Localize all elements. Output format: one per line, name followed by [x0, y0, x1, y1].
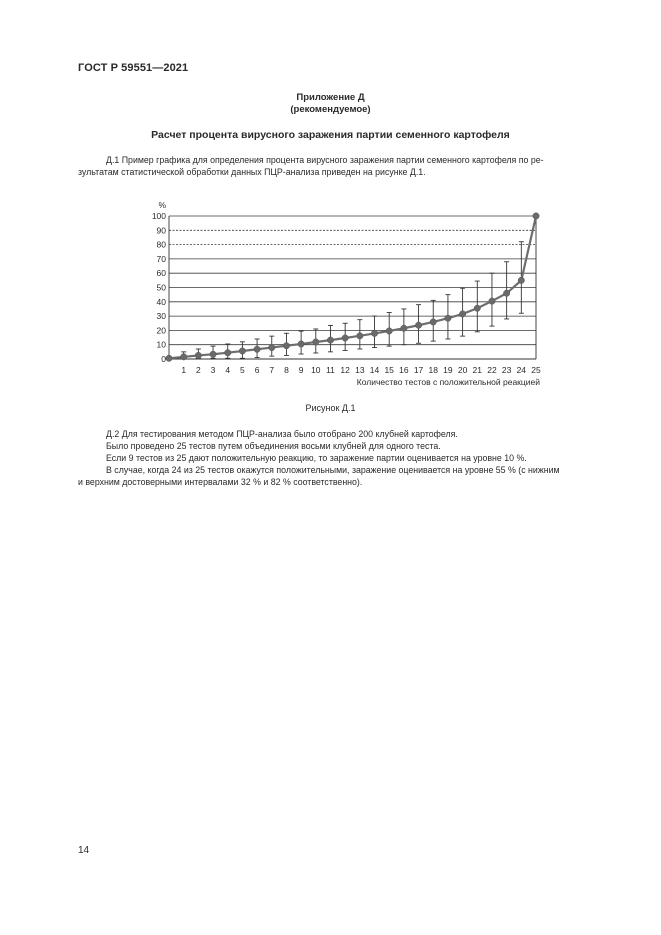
- y-tick-label-50: 50: [156, 282, 166, 293]
- data-point-7: [269, 344, 275, 350]
- data-point-15: [386, 328, 392, 334]
- body-paragraph-3: Если 9 тестов из 25 дают положительную реакцию, то заражение партии оценивается на уровне 10 %.: [106, 453, 527, 463]
- data-point-21: [474, 305, 480, 311]
- x-tick-label-19: 19: [443, 365, 453, 375]
- data-point-12: [342, 335, 348, 341]
- x-tick-label-4: 4: [225, 365, 231, 375]
- data-point-8: [283, 343, 289, 349]
- body-paragraph-1: Д.2 Для тестирования методом ПЦР-анализа было отобрано 200 клубней картофеля.: [106, 429, 458, 439]
- body-paragraph-2: Было проведено 25 тестов путем объединения восьми клубней для одного теста.: [106, 441, 441, 451]
- x-tick-label-11: 11: [326, 365, 335, 375]
- x-tick-label-10: 10: [311, 365, 321, 375]
- x-tick-label-15: 15: [384, 365, 394, 375]
- x-tick-label-1: 1: [181, 365, 187, 375]
- data-point-23: [503, 290, 509, 296]
- x-tick-label-25: 25: [531, 365, 541, 375]
- data-point-11: [327, 337, 333, 343]
- y-tick-label-40: 40: [156, 296, 166, 307]
- body-paragraph-4-line-2: и верхним достоверными интервалами 32 % и 82 % соответственно).: [78, 477, 363, 487]
- data-point-24: [518, 277, 524, 283]
- figure-caption: Рисунок Д.1: [305, 403, 356, 413]
- y-tick-label-80: 80: [156, 239, 166, 250]
- appendix-subtitle: (рекомендуемое): [290, 104, 371, 115]
- page-number: 14: [78, 845, 90, 856]
- data-point-16: [401, 325, 407, 331]
- data-point-0: [166, 355, 172, 361]
- y-tick-label-10: 10: [156, 339, 166, 350]
- data-point-5: [239, 348, 245, 354]
- data-point-9: [298, 341, 304, 347]
- x-tick-label-17: 17: [413, 365, 424, 375]
- data-point-10: [313, 339, 319, 345]
- x-tick-label-2: 2: [195, 365, 201, 375]
- data-point-3: [210, 351, 216, 357]
- x-tick-label-13: 13: [355, 365, 365, 375]
- x-tick-label-18: 18: [428, 365, 438, 375]
- data-point-22: [489, 298, 495, 304]
- y-tick-label-60: 60: [156, 268, 166, 279]
- intro-paragraph-line-2: зультатам статистической обработки данных ПЦР-анализа приведен на рисунке Д.1.: [78, 167, 426, 177]
- confidence-chart: [0, 0, 661, 400]
- intro-paragraph-line-1: Д.1 Пример графика для определения процента вирусного заражения партии семенного картофеля по ре-: [106, 155, 544, 165]
- data-point-20: [459, 311, 465, 317]
- y-tick-label-70: 70: [156, 253, 166, 264]
- x-tick-label-16: 16: [399, 365, 409, 375]
- x-tick-label-8: 8: [284, 365, 289, 375]
- x-tick-label-20: 20: [457, 365, 468, 375]
- data-point-18: [430, 319, 436, 325]
- data-point-17: [415, 322, 421, 328]
- body-paragraph-4-line-1: В случае, когда 24 из 25 тестов окажутся положительными, заражение оценивается на уровне 55 % (с нижним: [106, 465, 560, 475]
- section-title: Расчет процента вирусного заражения партии семенного картофеля: [151, 129, 510, 141]
- data-point-25: [533, 213, 539, 219]
- data-point-14: [371, 330, 377, 336]
- x-tick-label-7: 7: [269, 365, 275, 375]
- y-tick-label-30: 30: [156, 311, 166, 322]
- x-tick-label-22: 22: [487, 365, 497, 375]
- x-tick-label-21: 21: [472, 365, 483, 375]
- x-tick-label-23: 23: [501, 365, 512, 375]
- x-tick-label-5: 5: [240, 365, 245, 375]
- x-tick-label-14: 14: [369, 365, 380, 375]
- x-tick-label-24: 24: [516, 365, 527, 375]
- document-standard-number: ГОСТ Р 59551—2021: [78, 62, 189, 74]
- x-tick-label-6: 6: [254, 365, 260, 375]
- chart-grid: [169, 216, 536, 345]
- y-tick-label-90: 90: [156, 225, 166, 236]
- data-point-1: [180, 354, 186, 360]
- x-tick-label-12: 12: [340, 365, 350, 375]
- data-point-13: [357, 333, 363, 339]
- data-point-2: [195, 352, 201, 358]
- x-tick-label-9: 9: [298, 365, 304, 375]
- y-tick-label-100: 100: [151, 211, 166, 221]
- appendix-title: Приложение Д: [296, 92, 365, 103]
- y-tick-label-0: 0: [161, 354, 166, 364]
- data-point-4: [225, 350, 231, 356]
- x-axis-label: Количество тестов с положительной реакцией: [356, 377, 540, 387]
- y-tick-label-20: 20: [156, 325, 166, 336]
- x-tick-label-3: 3: [210, 365, 216, 375]
- data-point-19: [445, 315, 451, 321]
- data-point-6: [254, 346, 260, 352]
- y-axis-label: %: [158, 200, 166, 210]
